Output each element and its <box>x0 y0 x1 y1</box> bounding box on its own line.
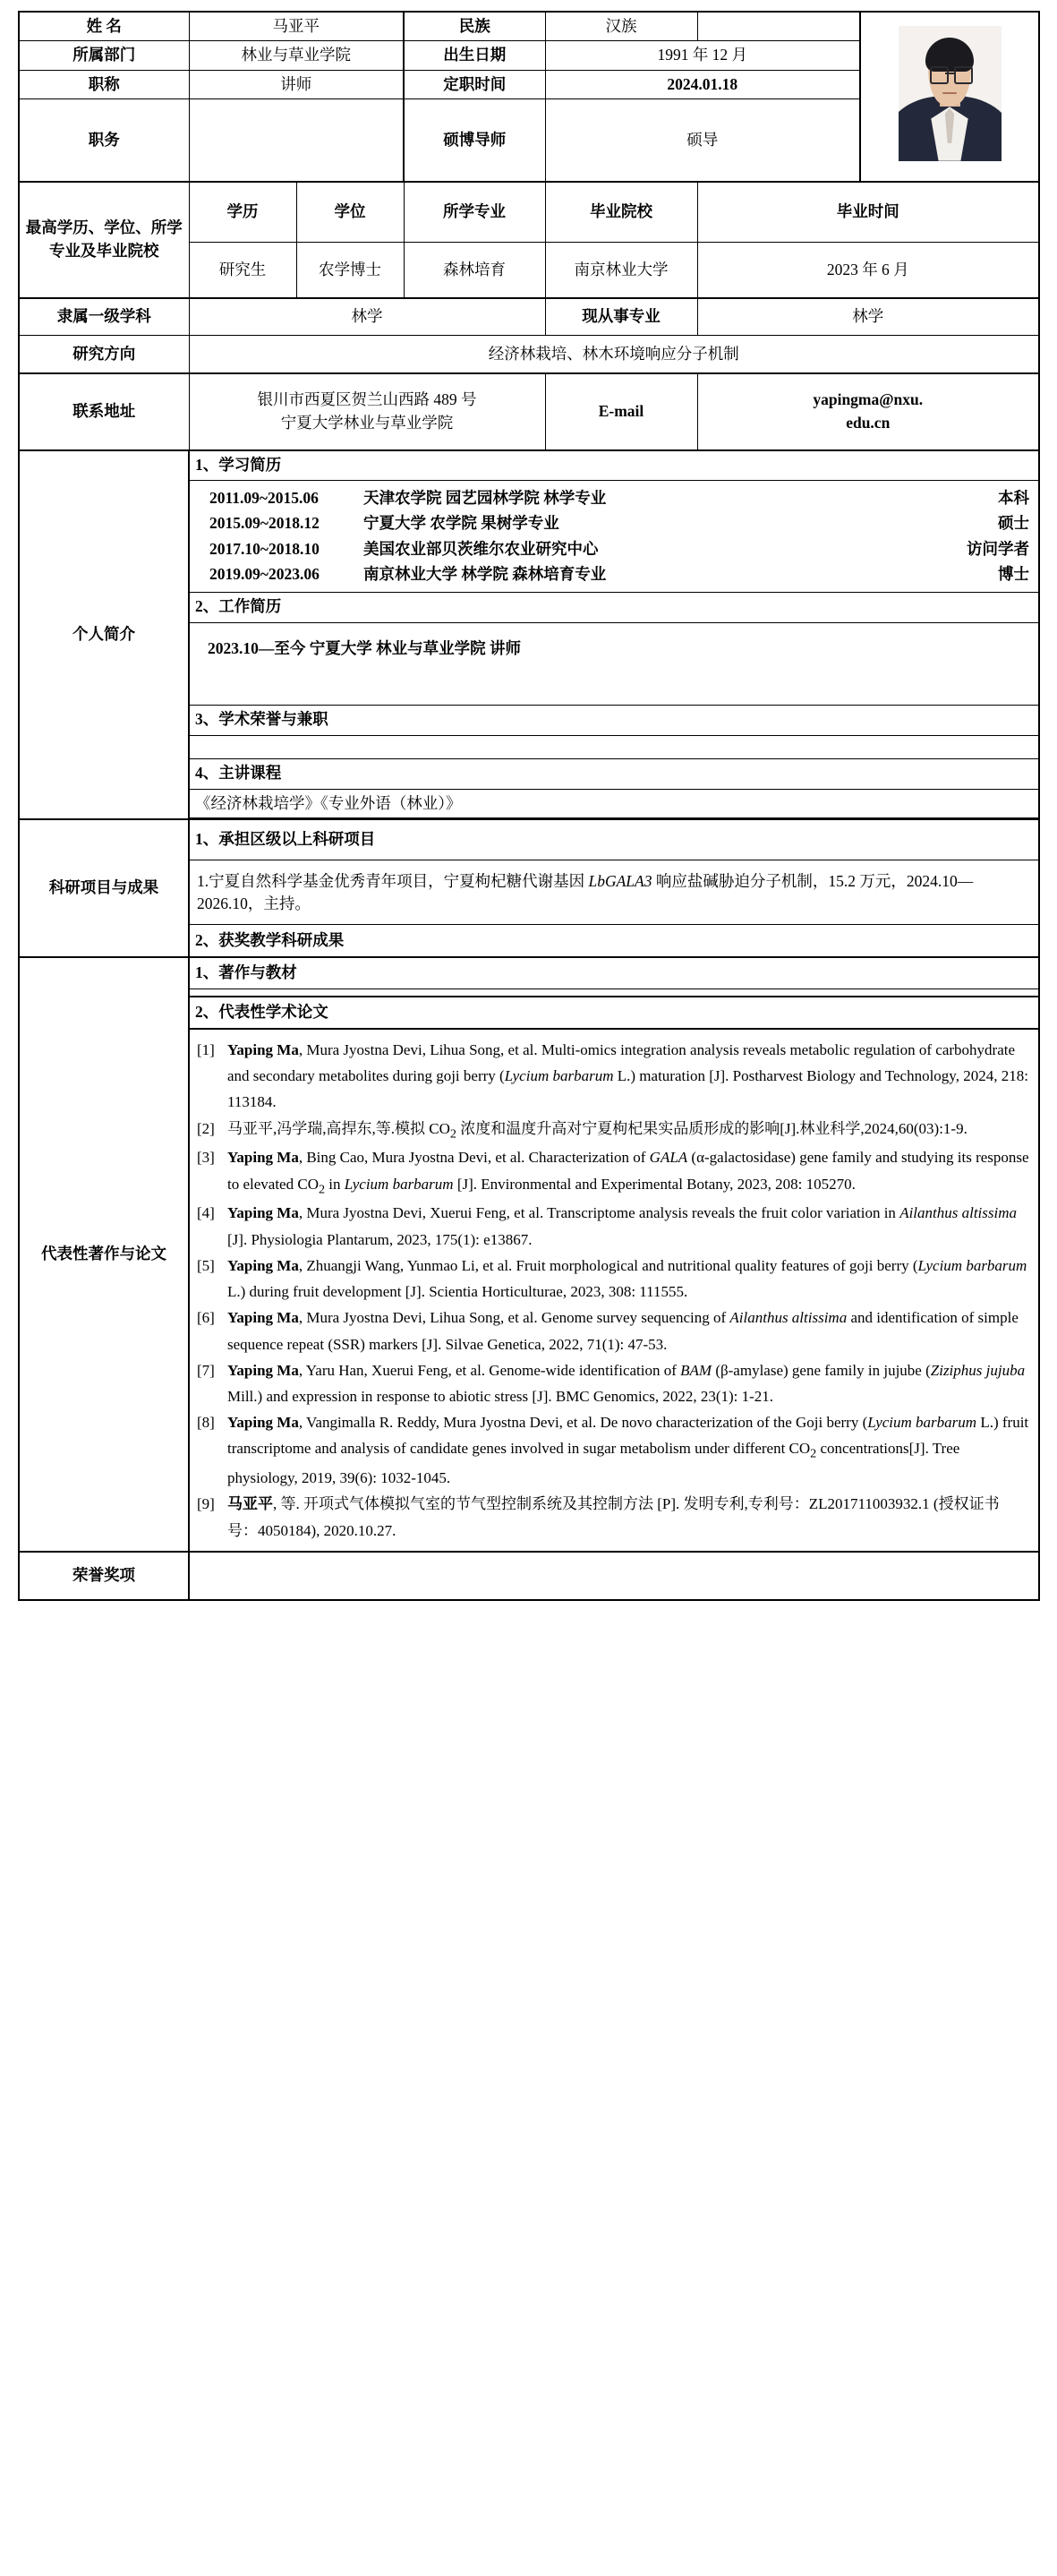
heading-funded-projects: 1、承担区级以上科研项目 <box>189 819 1039 860</box>
funded-projects-body <box>189 860 1039 925</box>
label-department: 所属部门 <box>19 41 189 70</box>
publication-item <box>197 1409 1029 1491</box>
publication-citation <box>227 1305 1029 1356</box>
publication-citation <box>227 1357 1029 1409</box>
publication-items <box>197 1037 1029 1544</box>
study-degree: 本科 <box>998 489 1029 508</box>
publication-item <box>197 1200 1029 1252</box>
publication-item <box>197 1144 1029 1200</box>
study-row <box>209 561 1029 586</box>
value-job-title: 讲师 <box>189 70 404 98</box>
label-position: 职务 <box>19 99 189 182</box>
label-publications: 代表性著作与论文 <box>19 957 189 1552</box>
study-detail: 天津农学院 园艺园林学院 林学专业 <box>363 489 607 508</box>
heading-teaching-awards: 2、获奖教学科研成果 <box>189 925 1039 957</box>
heading-representative-papers: 2、代表性学术论文 <box>189 997 1039 1029</box>
italic-term: Lycium barbarum <box>504 1067 614 1085</box>
glasses-left-icon <box>930 66 949 84</box>
study-degree: 博士 <box>998 565 1029 584</box>
publication-index: [7] <box>197 1361 215 1379</box>
header-education-level: 学历 <box>189 182 296 243</box>
publication-index: [6] <box>197 1309 215 1327</box>
study-date: 2019.09~2023.06 <box>209 565 320 584</box>
label-ethnicity: 民族 <box>404 12 545 41</box>
glasses-bridge-icon <box>945 73 953 74</box>
publication-item <box>197 1357 1029 1409</box>
citation-text: concentrations[J]. Tree physiology, 2019, 39(6): 1032-1045. <box>227 1440 960 1487</box>
citation-text: , Mura Jyostna Devi, Xuerui Feng, et al. Transcriptome analysis reveals the fruit color variation in <box>298 1204 900 1222</box>
header-degree: 学位 <box>296 182 404 243</box>
publication-citation <box>227 1200 1029 1252</box>
row-contact <box>19 373 1039 450</box>
publication-item <box>197 1116 1029 1145</box>
citation-text: 浓度和温度升高对宁夏枸杞果实品质形成的影响[J].林业科学,2024,60(03):1-9. <box>456 1119 967 1137</box>
citation-text: L.) maturation [J]. Postharvest Biology and Technology, 2024, 218: 113184. <box>227 1067 1028 1111</box>
label-research-projects: 科研项目与成果 <box>19 819 189 957</box>
value-graduation-time: 2023 年 6 月 <box>697 243 1039 298</box>
label-current-major: 现从事专业 <box>545 298 697 336</box>
label-birth-date: 出生日期 <box>404 41 545 70</box>
portrait-photo-cell <box>860 12 1039 182</box>
project-text-pre: 1.宁夏自然科学基金优秀青年项目，宁夏枸杞糖代谢基因 <box>197 871 589 890</box>
value-email[interactable] <box>697 373 1039 450</box>
author-name: Yaping Ma <box>227 1361 299 1379</box>
row-honors-awards <box>19 1552 1039 1600</box>
value-contact-address <box>189 373 545 450</box>
courses-taught-body: 《经济林栽培学》《专业外语（林业）》 <box>189 789 1039 817</box>
study-detail: 美国农业部贝茨维尔农业研究中心 <box>363 539 599 558</box>
heading-work-history: 2、工作简历 <box>189 592 1039 622</box>
italic-term: Ailanthus altissima <box>899 1204 1018 1222</box>
publication-citation <box>227 1037 1029 1116</box>
academic-honors-body <box>189 735 1039 758</box>
publication-item <box>197 1305 1029 1356</box>
label-highest-education: 最高学历、学位、所学专业及毕业院校 <box>19 182 189 298</box>
publication-index: [4] <box>197 1204 215 1222</box>
value-position <box>189 99 404 182</box>
row-profile-study-heading <box>19 450 1039 481</box>
work-history-list <box>189 622 1039 705</box>
study-row <box>209 510 1029 535</box>
citation-text: , 等. 开项式气体模拟气室的节气型控制系统及其控制方法 [P]. 发明专利,专利号：ZL201711003932.1 (授权证书号：4050184), 2020.10.27. <box>227 1495 1000 1539</box>
value-current-major: 林学 <box>697 298 1039 336</box>
value-primary-discipline: 林学 <box>189 298 545 336</box>
heading-books-textbooks: 1、著作与教材 <box>189 957 1039 989</box>
glasses-right-icon <box>954 66 973 84</box>
italic-term: Lycium barbarum <box>867 1414 977 1432</box>
publication-citation <box>227 1144 1029 1200</box>
value-tenure-date: 2024.01.18 <box>545 70 860 98</box>
heading-study-history: 1、学习简历 <box>189 450 1039 481</box>
publication-index: [2] <box>197 1119 215 1137</box>
value-research-direction: 经济林栽培、林木环境响应分子机制 <box>189 336 1039 373</box>
italic-term: Lycium barbarum <box>917 1256 1027 1274</box>
publication-item <box>197 1253 1029 1305</box>
work-row: 2023.10—至今 宁夏大学 林业与草业学院 讲师 <box>208 638 521 657</box>
author-name: Yaping Ma <box>227 1256 299 1274</box>
citation-text: in <box>325 1175 345 1193</box>
publication-index: [9] <box>197 1495 215 1513</box>
project-text-post: 响应盐碱胁迫分子机制，15.2 万元，2024.10—2026.10，主持。 <box>197 871 974 912</box>
citation-text: 马亚平,冯学瑞,高捍东,等.模拟 CO <box>227 1119 450 1137</box>
representative-papers-list <box>189 1029 1039 1552</box>
study-date: 2017.10~2018.10 <box>209 539 320 558</box>
study-row <box>209 536 1029 561</box>
row-education-headers <box>19 182 1039 243</box>
author-name: Yaping Ma <box>227 1149 299 1167</box>
label-job-title: 职称 <box>19 70 189 98</box>
author-name: 马亚平 <box>227 1495 273 1513</box>
author-name: Yaping Ma <box>227 1040 299 1058</box>
publication-index: [3] <box>197 1149 215 1167</box>
value-department: 林业与草业学院 <box>189 41 404 70</box>
publication-citation <box>227 1409 1029 1491</box>
label-honors-awards: 荣誉奖项 <box>19 1552 189 1600</box>
heading-academic-honors: 3、学术荣誉与兼职 <box>189 705 1039 735</box>
publication-citation <box>227 1116 1029 1145</box>
row-primary-discipline <box>19 298 1039 336</box>
heading-courses-taught: 4、主讲课程 <box>189 758 1039 789</box>
label-advisor-type: 硕博导师 <box>404 99 545 182</box>
portrait-photo <box>899 26 1002 161</box>
citation-text: , Bing Cao, Mura Jyostna Devi, et al. Characterization of <box>298 1149 650 1167</box>
label-primary-discipline: 隶属一级学科 <box>19 298 189 336</box>
publication-citation <box>227 1491 1029 1543</box>
citation-text: (α-galactosidase) gene family and studying its response to elevated CO <box>227 1149 1029 1193</box>
study-row <box>209 485 1029 510</box>
subscript-text: 2 <box>318 1181 326 1196</box>
label-research-direction: 研究方向 <box>19 336 189 373</box>
publication-citation <box>227 1253 1029 1305</box>
publication-index: [1] <box>197 1040 215 1058</box>
label-contact-address: 联系地址 <box>19 373 189 450</box>
email-line-2: edu.cn <box>846 413 891 432</box>
citation-text: [J]. Environmental and Experimental Botany, 2023, 208: 105270. <box>453 1175 856 1193</box>
header-graduation-time: 毕业时间 <box>697 182 1039 243</box>
cv-table <box>18 11 1040 1601</box>
study-history-list <box>189 481 1039 592</box>
spacer-cell-1 <box>697 12 860 41</box>
value-advisor-type: 硕导 <box>545 99 860 182</box>
citation-text: [J]. Physiologia Plantarum, 2023, 175(1): e13867. <box>227 1230 533 1248</box>
subscript-text: 2 <box>449 1125 456 1141</box>
citation-text: , Yaru Han, Xuerui Feng, et al. Genome-wide identification of <box>298 1361 681 1379</box>
label-email: E-mail <box>545 373 697 450</box>
citation-text: (β-amylase) gene family in jujube ( <box>712 1361 931 1379</box>
value-education-level: 研究生 <box>189 243 296 298</box>
study-degree: 硕士 <box>998 514 1029 533</box>
italic-term: Ziziphus jujuba <box>930 1361 1026 1379</box>
value-degree: 农学博士 <box>296 243 404 298</box>
citation-text: , Mura Jyostna Devi, Lihua Song, et al. Multi-omics integration analysis reveals metabolic regulation of carbohydrate and secondary metabolites during goji berry ( <box>227 1040 1016 1085</box>
value-honors-awards <box>189 1552 1039 1600</box>
publication-index: [5] <box>197 1256 215 1274</box>
citation-text: Mill.) and expression in response to abiotic stress [J]. BMC Genomics, 2022, 23(1): 1-21. <box>227 1387 774 1405</box>
study-degree: 访问学者 <box>967 539 1029 558</box>
study-date: 2011.09~2015.06 <box>209 489 319 508</box>
subscript-text: 2 <box>810 1446 817 1461</box>
citation-text: L.) during fruit development [J]. Scientia Horticulturae, 2023, 308: 111555. <box>227 1283 688 1301</box>
italic-term: Ailanthus altissima <box>729 1309 848 1327</box>
citation-text: and identification of simple sequence repeat (SSR) markers [J]. Silvae Genetica, 2022, 71(1): 47-53. <box>227 1309 1019 1353</box>
author-name: Yaping Ma <box>227 1309 299 1327</box>
italic-term: GALA <box>649 1149 688 1167</box>
value-ethnicity: 汉族 <box>545 12 697 41</box>
study-date: 2015.09~2018.12 <box>209 514 320 533</box>
citation-text: , Vangimalla R. Reddy, Mura Jyostna Devi, et al. De novo characterization of the Goji berry ( <box>298 1414 868 1432</box>
publication-item <box>197 1037 1029 1116</box>
study-detail: 南京林业大学 林学院 森林培育专业 <box>363 565 607 584</box>
row-research-direction <box>19 336 1039 373</box>
email-line-1: yapingma@nxu. <box>813 390 924 409</box>
value-major: 森林培育 <box>404 243 545 298</box>
row-name <box>19 12 1039 41</box>
value-birth-date: 1991 年 12 月 <box>545 41 860 70</box>
citation-text: , Mura Jyostna Devi, Lihua Song, et al. Genome survey sequencing of <box>298 1309 730 1327</box>
photo-mouth <box>942 92 957 94</box>
citation-text: , Zhuangji Wang, Yunmao Li, et al. Fruit morphological and nutritional quality features of goji berry ( <box>298 1256 918 1274</box>
row-project-heading <box>19 819 1039 860</box>
study-detail: 宁夏大学 农学院 果树学专业 <box>363 514 559 533</box>
italic-term: BAM <box>680 1361 712 1379</box>
label-name: 姓 名 <box>19 12 189 41</box>
value-graduate-school: 南京林业大学 <box>545 243 697 298</box>
citation-text: L.) fruit transcriptome and analysis of candidate genes involved in sugar metabolism under different CO <box>227 1414 1029 1458</box>
books-textbooks-body <box>189 989 1039 997</box>
label-tenure-date: 定职时间 <box>404 70 545 98</box>
publication-index: [8] <box>197 1414 215 1432</box>
value-name: 马亚平 <box>189 12 404 41</box>
row-books-heading <box>19 957 1039 989</box>
italic-term: Lycium barbarum <box>344 1175 454 1193</box>
header-graduate-school: 毕业院校 <box>545 182 697 243</box>
address-line-2: 宁夏大学林业与草业学院 <box>280 413 454 432</box>
address-line-1: 银川市西夏区贺兰山西路 489 号 <box>257 390 477 409</box>
project-gene-name: LbGALA3 <box>588 871 652 890</box>
label-personal-profile: 个人简介 <box>19 450 189 819</box>
author-name: Yaping Ma <box>227 1414 299 1432</box>
author-name: Yaping Ma <box>227 1204 299 1222</box>
publication-item <box>197 1491 1029 1543</box>
header-major: 所学专业 <box>404 182 545 243</box>
